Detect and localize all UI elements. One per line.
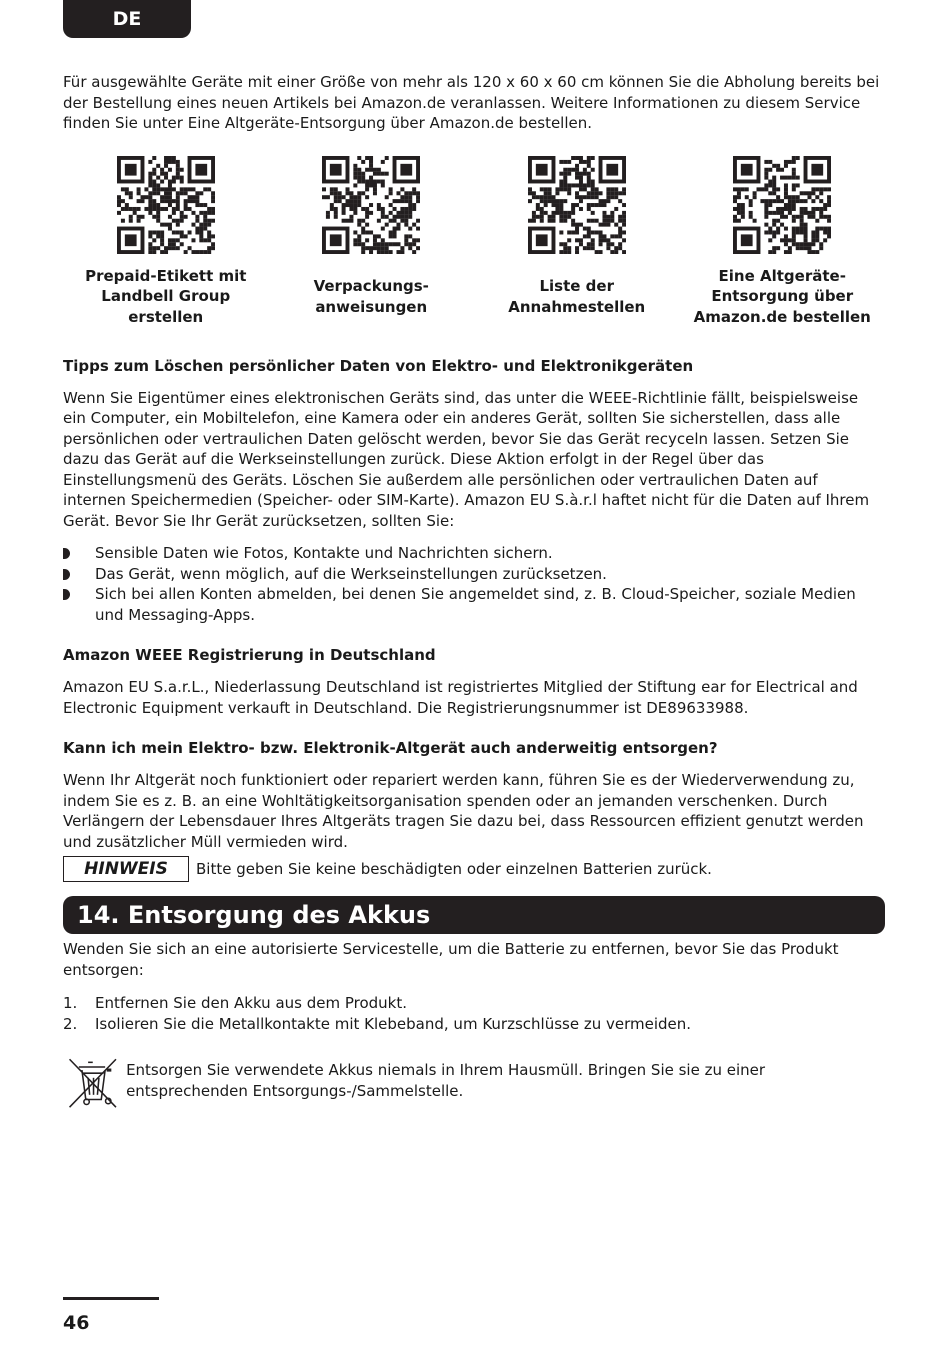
notice-row <box>63 856 885 882</box>
other-disposal-heading: Kann ich mein Elektro- bzw. Elektronik-Altgerät auch anderweitig entsorgen? <box>63 739 718 757</box>
qr-label: Prepaid-Etikett mit Landbell Group erstellen <box>85 266 247 326</box>
step-number: 1. <box>63 994 78 1012</box>
crossed-out-bin-icon <box>68 1050 119 1118</box>
list-item <box>63 564 885 585</box>
tips-heading: Tipps zum Löschen persönlicher Daten von Elektro- und Elektronikgeräten <box>63 356 694 375</box>
other-disposal-section <box>63 738 885 852</box>
list-item <box>63 1014 885 1035</box>
list-item <box>63 993 885 1014</box>
qr-label: Eine Altgeräte-Entsorgung über Amazon.de bestellen <box>693 266 871 326</box>
notice-label-box: HINWEIS <box>63 856 189 882</box>
chapter-title: 14. Entsorgung des Akkus <box>77 901 431 929</box>
list-item-text: Sich bei allen Konten abmelden, bei denen Sie angemeldet sind, z. B. Cloud-Speicher, soziale Medien und Messaging-Apps. <box>95 585 856 624</box>
qr-item-order-disposal[interactable] <box>680 156 886 328</box>
list-item <box>63 584 885 625</box>
qr-code-row <box>63 156 885 328</box>
registration-heading: Amazon WEEE Registrierung in Deutschland <box>63 646 436 664</box>
bullet-icon <box>63 569 70 580</box>
tips-section <box>63 356 885 626</box>
intro-paragraph: Für ausgewählte Geräte mit einer Größe von mehr als 120 x 60 x 60 cm können Sie die Abholung bereits bei der Bestellung eines neuen Artikels bei Amazon.de veranlassen. Weitere Informationen zu diesem Service finden Sie unter Eine Altgeräte-Entsorgung über Amazon.de bestellen. <box>63 73 880 132</box>
bullet-icon <box>63 548 70 559</box>
chapter-body <box>63 939 885 1118</box>
bullet-icon <box>63 589 70 600</box>
weee-notice-row <box>63 1050 885 1118</box>
qr-code-icon[interactable] <box>733 156 831 254</box>
tips-bullet-list <box>63 543 885 625</box>
step-text: Isolieren Sie die Metallkontakte mit Klebeband, um Kurzschlüsse zu vermeiden. <box>95 1014 692 1033</box>
qr-code-icon[interactable] <box>117 156 215 254</box>
other-disposal-body: Wenn Ihr Altgerät noch funktioniert oder repariert werden kann, führen Sie es der Wiederverwendung zu, indem Sie es z. B. an eine Wohltätigkeitsorganisation spenden oder an jemanden verschenken. Durch Verlängern der Lebensdauer Ihres Altgeräts tragen Sie dazu bei, dass Ressourcen effizient genutzt werden und zusätzlicher Müll vermieden wird. <box>63 771 864 851</box>
footer-divider <box>63 1297 159 1300</box>
weee-notice-text: Entsorgen Sie verwendete Akkus niemals in Ihrem Hausmüll. Bringen Sie sie zu einer entsprechenden Entsorgungs-/Sammelstelle. <box>126 1061 766 1100</box>
language-tab <box>63 0 191 38</box>
qr-item-prepaid-label[interactable] <box>63 156 269 328</box>
step-text: Entfernen Sie den Akku aus dem Produkt. <box>95 994 408 1012</box>
qr-label: Verpackungs-anweisungen <box>313 277 429 316</box>
registration-section <box>63 645 885 718</box>
qr-item-collection-points[interactable] <box>474 156 680 328</box>
notice-text: Bitte geben Sie keine beschädigten oder einzelnen Batterien zurück. <box>196 860 712 878</box>
list-item <box>63 543 885 564</box>
steps-list <box>63 993 885 1034</box>
tips-body: Wenn Sie Eigentümer eines elektronischen Geräts sind, das unter die WEEE-Richtlinie fällt, beispielsweise ein Computer, ein Mobiltelefon, eine Kamera oder ein anderes Gerät, sollten Sie sicherstellen, dass alle persönlichen oder vertraulichen Daten gelöscht werden, bevor Sie das Gerät recyceln lassen. Setzen Sie dazu das Gerät auf die Werkseinstellungen zurück. Diese Aktion erfolgt in der Regel über das Einstellungsmenü des Geräts. Löschen Sie außerdem alle persönlichen oder vertraulichen Daten auf internen Speichermedien (Speicher- oder SIM-Karte). Amazon EU S.à.r.l haftet nicht für die Daten auf Ihrem Gerät. Bevor Sie Ihr Gerät zurücksetzen, sollten Sie: <box>63 388 870 530</box>
chapter-heading-bar <box>63 896 885 934</box>
qr-item-packaging[interactable] <box>269 156 475 328</box>
chapter-intro: Wenden Sie sich an eine autorisierte Servicestelle, um die Batterie zu entfernen, bevor Sie das Produkt entsorgen: <box>63 940 839 979</box>
registration-body: Amazon EU S.a.r.L., Niederlassung Deutschland ist registriertes Mitglied der Stiftung ear for Electrical and Electronic Equipment verkauft in Deutschland. Die Registrierungsnummer ist DE89633988. <box>63 678 858 717</box>
qr-code-icon[interactable] <box>322 156 420 254</box>
list-item-text: Das Gerät, wenn möglich, auf die Werkseinstellungen zurücksetzen. <box>95 564 607 583</box>
page-number: 46 <box>63 1312 90 1334</box>
step-number: 2. <box>63 1014 78 1033</box>
page-content <box>63 72 885 1118</box>
qr-label: Liste der Annahmestellen <box>508 277 646 316</box>
qr-code-icon[interactable] <box>528 156 626 254</box>
language-label: DE <box>112 8 142 30</box>
list-item-text: Sensible Daten wie Fotos, Kontakte und Nachrichten sichern. <box>95 544 553 562</box>
